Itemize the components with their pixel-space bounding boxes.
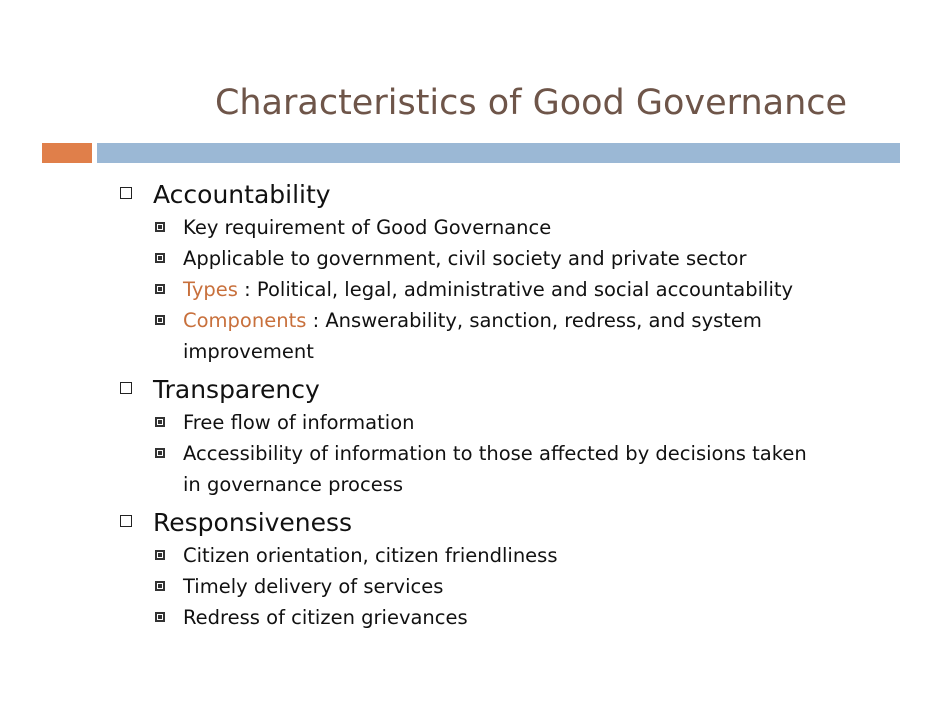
bullet-level2 bbox=[120, 305, 880, 367]
bullet-text: Applicable to government, civil society and private sector bbox=[183, 247, 747, 270]
bullet-level2 bbox=[120, 540, 880, 571]
bullet-level2 bbox=[120, 438, 880, 500]
bullet-level2 bbox=[120, 407, 880, 438]
hollow-square-bullet-icon bbox=[120, 187, 132, 199]
bullet-level1 bbox=[120, 373, 880, 407]
section-responsiveness bbox=[120, 506, 880, 633]
title-rule-accent bbox=[42, 143, 92, 163]
bullet-text: Redress of citizen grievances bbox=[183, 606, 468, 629]
section-transparency bbox=[120, 373, 880, 500]
hollow-square-bullet-icon bbox=[120, 515, 132, 527]
bullet-text: Free flow of information bbox=[183, 411, 415, 434]
bullet-text-continuation: in governance process bbox=[183, 473, 404, 496]
bullet-level2 bbox=[120, 571, 880, 602]
bullet-level2 bbox=[120, 274, 880, 305]
bullet-level1 bbox=[120, 178, 880, 212]
section-heading: Responsiveness bbox=[153, 508, 353, 537]
slide-content bbox=[120, 178, 880, 639]
filled-square-bullet-icon bbox=[155, 253, 165, 263]
bullet-text-continuation: improvement bbox=[183, 340, 314, 363]
bullet-text: : Answerability, sanction, redress, and system bbox=[306, 309, 762, 332]
bullet-text: Citizen orientation, citizen friendliness bbox=[183, 544, 558, 567]
filled-square-bullet-icon bbox=[155, 612, 165, 622]
bullet-level1 bbox=[120, 506, 880, 540]
title-rule-bar bbox=[97, 143, 900, 163]
slide-title: Characteristics of Good Governance bbox=[214, 83, 848, 123]
filled-square-bullet-icon bbox=[155, 222, 165, 232]
hollow-square-bullet-icon bbox=[120, 382, 132, 394]
bullet-label: Types bbox=[183, 278, 238, 301]
filled-square-bullet-icon bbox=[155, 284, 165, 294]
bullet-text: Accessibility of information to those affected by decisions taken bbox=[183, 442, 807, 465]
bullet-text: : Political, legal, administrative and social accountability bbox=[237, 278, 794, 301]
filled-square-bullet-icon bbox=[155, 448, 165, 458]
bullet-level2 bbox=[120, 243, 880, 274]
filled-square-bullet-icon bbox=[155, 550, 165, 560]
bullet-label: Components bbox=[183, 309, 307, 332]
filled-square-bullet-icon bbox=[155, 315, 165, 325]
bullet-level2 bbox=[120, 602, 880, 633]
bullet-text: Timely delivery of services bbox=[183, 575, 444, 598]
section-accountability bbox=[120, 178, 880, 367]
filled-square-bullet-icon bbox=[155, 417, 165, 427]
bullet-text: Key requirement of Good Governance bbox=[183, 216, 552, 239]
bullet-level2 bbox=[120, 212, 880, 243]
section-heading: Accountability bbox=[153, 180, 331, 209]
section-heading: Transparency bbox=[153, 375, 320, 404]
filled-square-bullet-icon bbox=[155, 581, 165, 591]
